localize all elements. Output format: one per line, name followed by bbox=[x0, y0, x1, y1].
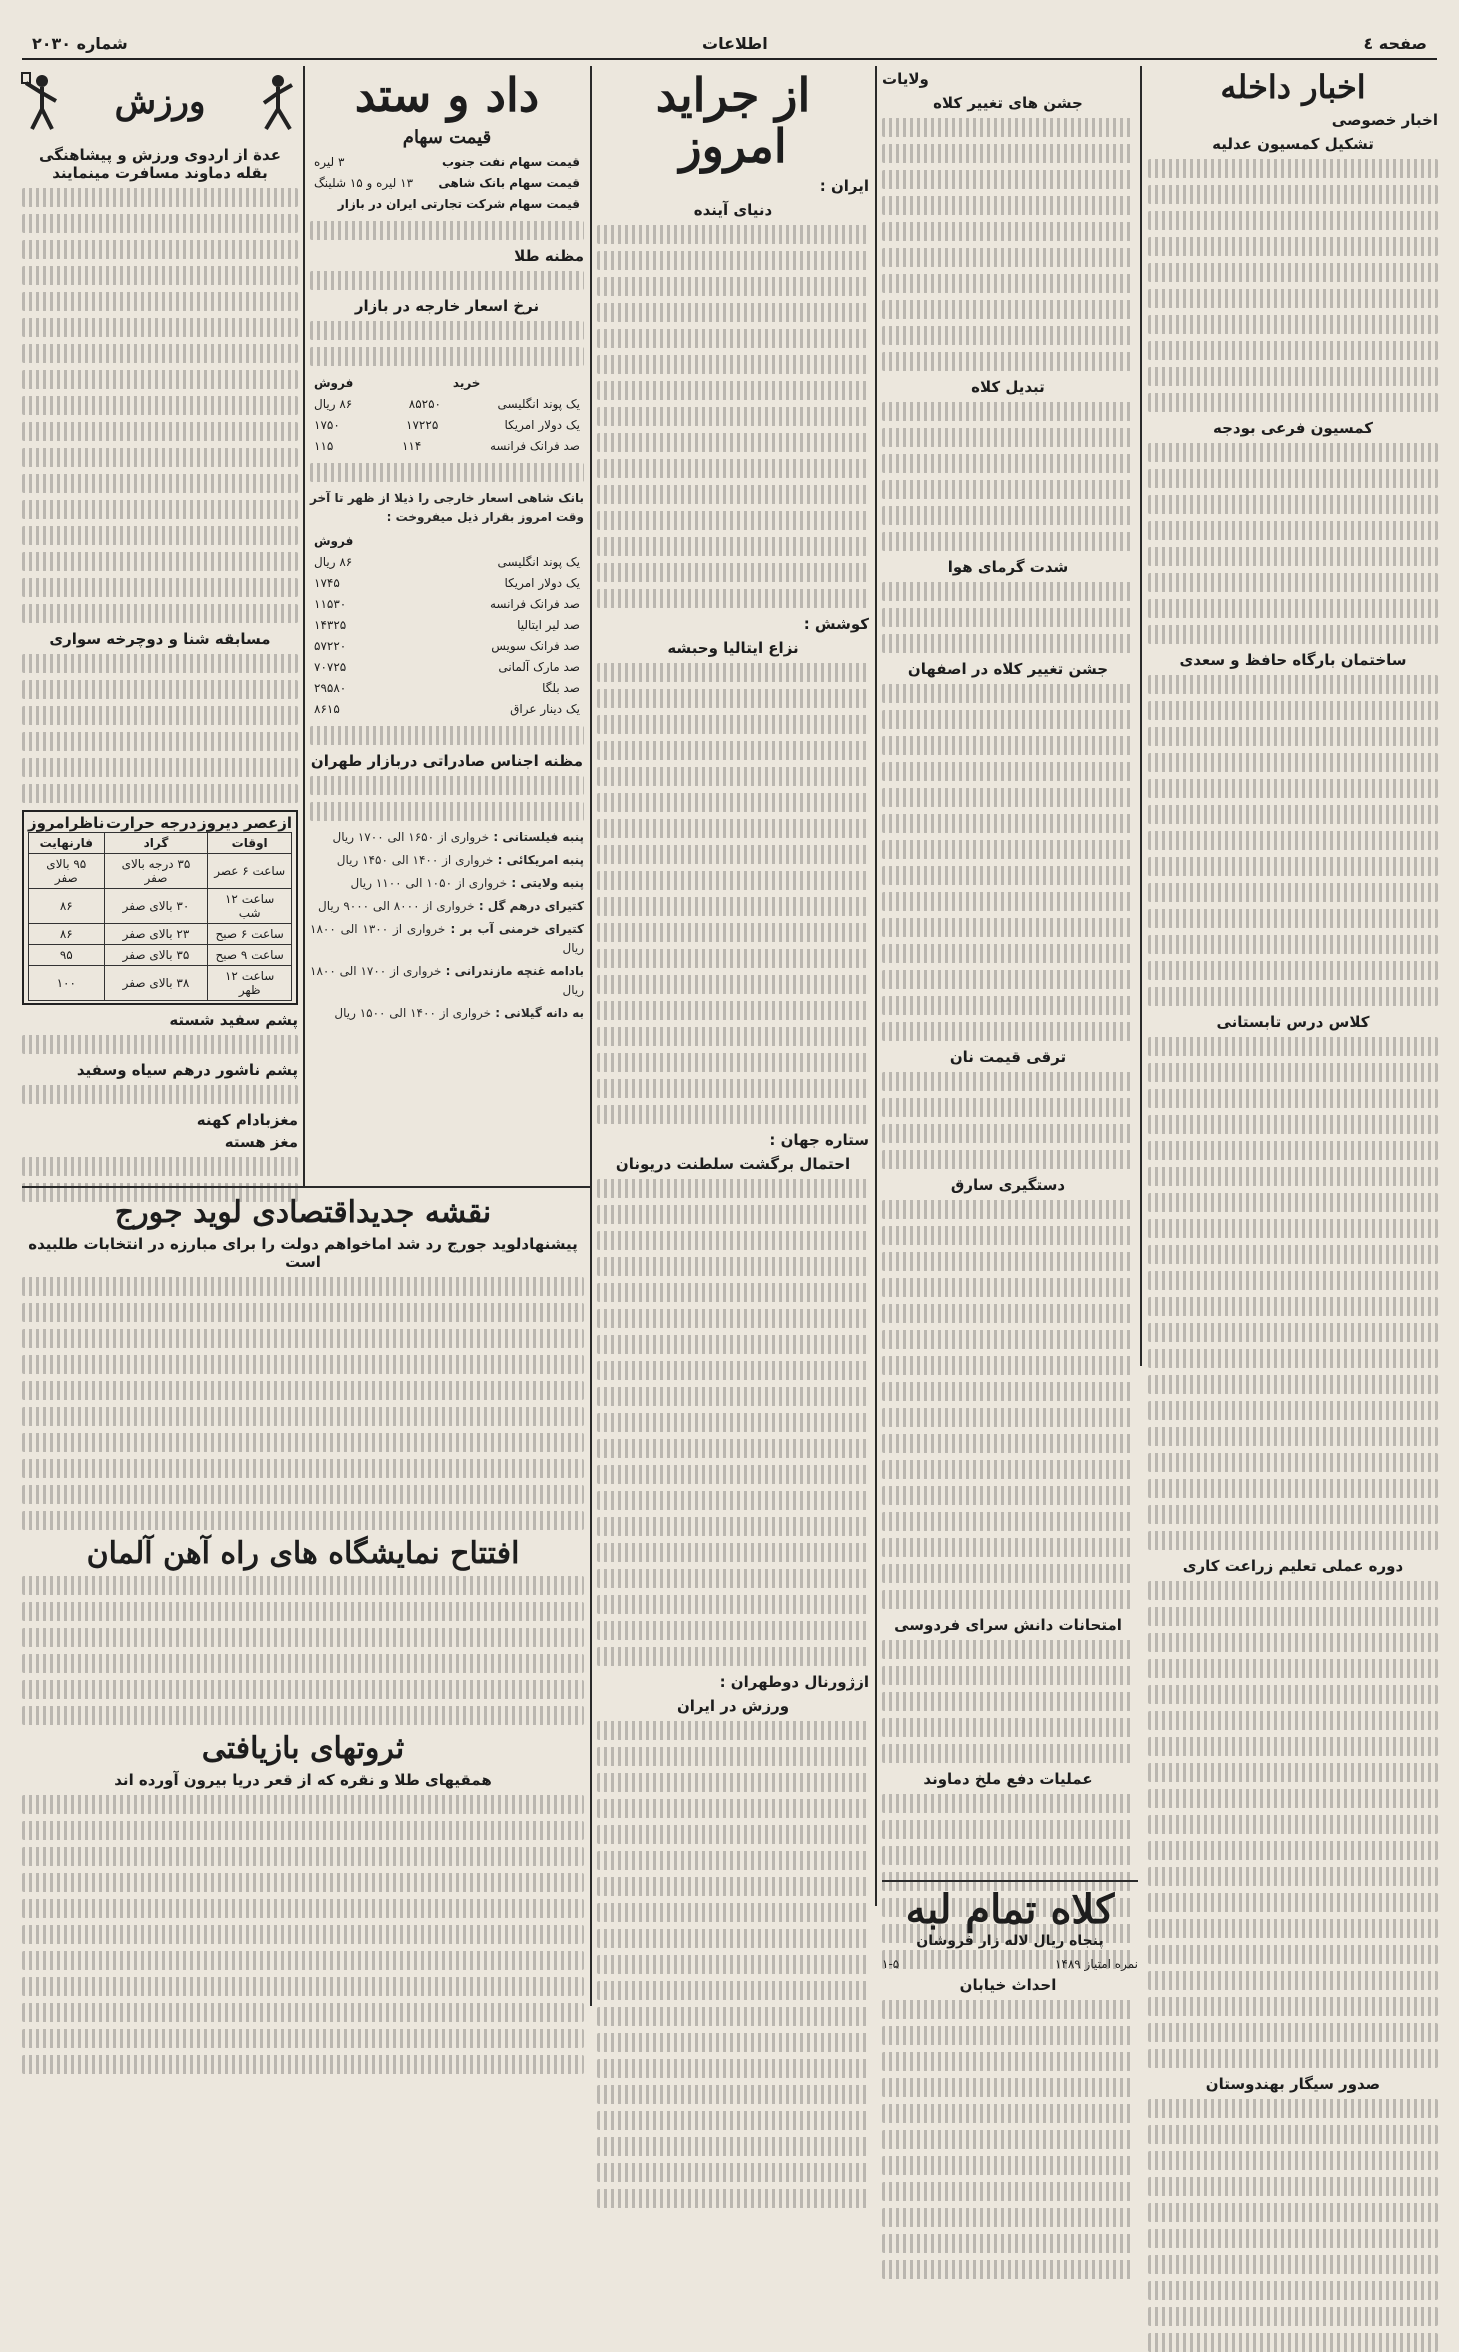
temp-header: اوقات bbox=[208, 833, 292, 854]
goods-title: مظنه اجناس صادراتی دربازار طهران bbox=[310, 751, 584, 770]
headline: عدة از اردوی ورزش و پیشاهنگی بقله دماوند مسافرت مینمایند bbox=[39, 146, 281, 182]
section-title: اخبار خصوصی bbox=[1331, 111, 1438, 130]
headline: ترقی قیمت نان bbox=[949, 1048, 1067, 1066]
temp-cell: ۳۵ بالای صفر bbox=[104, 945, 208, 966]
source-label: ازژورنال دوطهران : bbox=[719, 1673, 869, 1692]
headline: کلاس درس تابستانی bbox=[1216, 1013, 1370, 1032]
ad-sequence: ۱-۵ bbox=[882, 1957, 900, 1971]
headline: کمسیون فرعی بودجه bbox=[1212, 419, 1374, 438]
stock-row: قیمت سهام بانک شاهی ۱۳ لیره و ۱۵ شلینگ bbox=[314, 175, 580, 190]
rate-name: یک پوند انگلیسی bbox=[497, 554, 580, 569]
temp-cell: ۹۵ بالای صفر bbox=[29, 854, 105, 889]
goods-price: خرواری از ۱۴۰۰ الی ۱۵۰۰ ریال bbox=[334, 1005, 492, 1020]
rate-name: صد بلگا bbox=[542, 680, 580, 695]
source-label: ایران : bbox=[819, 177, 869, 196]
headline: احداث خیابان bbox=[959, 1976, 1057, 1994]
bank-rate-row bbox=[310, 573, 584, 594]
source-label: ستاره جهان : bbox=[769, 1131, 869, 1150]
headline: جشن تغییر کلاه در اصفهان bbox=[907, 660, 1109, 678]
column-rule bbox=[875, 66, 877, 1906]
column-rule bbox=[303, 66, 305, 1186]
source-label: کوشش : bbox=[803, 615, 869, 634]
temperature-table bbox=[28, 832, 292, 1001]
rate-value: ۷۰۷۲۵ bbox=[314, 659, 347, 674]
headline: تبدیل کلاه bbox=[971, 378, 1045, 396]
temp-cell: ساعت ۶ صبح bbox=[208, 924, 292, 945]
bank-rate-row bbox=[310, 678, 584, 699]
headline: ثروتهای بازیافتی bbox=[201, 1731, 405, 1766]
goods-name: پنبه فیلستانی : bbox=[489, 829, 584, 844]
goods-price: خرواری از ۱۰۵۰ الی ۱۱۰۰ ریال bbox=[350, 875, 508, 890]
stocks-title: قیمت سهام bbox=[402, 126, 492, 148]
headline: نقشه جدیداقتصادی لوید جورج bbox=[114, 1195, 492, 1230]
temp-cell: ساعت ۱۲ ظهر bbox=[208, 966, 292, 1001]
goods-name: پنبه ولایتی : bbox=[507, 875, 584, 890]
headline: ورزش در ایران bbox=[676, 1697, 790, 1716]
goods-name: به دانه گیلانی : bbox=[491, 1005, 584, 1020]
headline: امتحانات دانش سرای فردوسی bbox=[894, 1616, 1122, 1634]
goods-price: خرواری از ۱۷۰۰ الی ۱۸۰۰ ریال bbox=[310, 963, 584, 997]
headline: ساختمان بارگاه حافظ و سعدی bbox=[1179, 651, 1407, 670]
section-title: از جراید امروز bbox=[655, 68, 811, 173]
rate-name: صد فرانک سویس bbox=[491, 638, 580, 653]
runner-figure-icon bbox=[258, 73, 298, 133]
goods-item bbox=[310, 1004, 584, 1023]
market-item: مغزبادام کهنه bbox=[196, 1111, 298, 1129]
temp-cell: ساعت ۱۲ شب bbox=[208, 889, 292, 924]
rates-list bbox=[310, 394, 584, 457]
subheadline: پیشنهادلوید جورج رد شد اماخواهم دولت را برای مبارزه در انتخابات طلبیده است bbox=[28, 1235, 578, 1271]
rates-title: نرخ اسعار خارجه در بازار bbox=[354, 296, 540, 315]
goods-price: خرواری از ۸۰۰۰ الی ۹۰۰۰ ریال bbox=[318, 898, 475, 913]
headline: جشن های تغییر کلاه bbox=[933, 94, 1083, 112]
temp-cell: ۳۰ بالای صفر bbox=[104, 889, 208, 924]
ad-rule bbox=[882, 1880, 1138, 1882]
temp-row bbox=[29, 854, 292, 889]
section-rule bbox=[22, 1186, 590, 1188]
goods-item bbox=[310, 920, 584, 958]
rate-value: ۲۹۵۸۰ bbox=[314, 680, 347, 695]
rate-row bbox=[310, 415, 584, 436]
rate-value: ۱۷۴۵ bbox=[314, 575, 340, 590]
temp-cell: ۹۵ bbox=[29, 945, 105, 966]
goods-item bbox=[310, 897, 584, 916]
section-logo: اخبار داخله bbox=[1220, 68, 1366, 106]
temp-header: گراد bbox=[104, 833, 208, 854]
goods-item bbox=[310, 962, 584, 1000]
headline: نزاع ایتالیا وحبشه bbox=[667, 639, 799, 658]
paper-name: اطلاعات bbox=[702, 34, 768, 53]
ad-title: کلاه تمام لبه bbox=[905, 1886, 1115, 1933]
headline: عملیات دفع ملخ دماوند bbox=[923, 1770, 1093, 1788]
goods-name: کتیرای درهم گل : bbox=[474, 898, 584, 913]
column-rule bbox=[1140, 66, 1142, 1366]
goods-name: بادامه غنچه مازندرانی : bbox=[441, 963, 584, 978]
temp-cell: ۳۸ بالای صفر bbox=[104, 966, 208, 1001]
subheadline: همقیهای طلا و نقره که از قعر دریا بیرون آورده اند bbox=[114, 1771, 492, 1789]
headline: صدور سیگار بهندوستان bbox=[1205, 2075, 1381, 2094]
temp-cell: ۸۶ bbox=[29, 924, 105, 945]
headline: افتتاح نمایشگاه های راه آهن آلمان bbox=[86, 1536, 520, 1571]
market-item: مغز هسته bbox=[224, 1133, 298, 1151]
goods-item bbox=[310, 874, 584, 893]
temp-header: فارنهایت bbox=[29, 833, 105, 854]
rate-name: صد مارک آلمانی bbox=[498, 659, 580, 674]
headline: مسابقه شنا و دوچرخه سواری bbox=[49, 630, 271, 648]
tennis-player-figure-icon bbox=[22, 73, 62, 133]
bank-rate-row bbox=[310, 615, 584, 636]
rate-name: صد فرانک فرانسه bbox=[489, 438, 580, 453]
headline: تشکیل کمسیون عدلیه bbox=[1212, 135, 1374, 154]
rate-value: ۸۶۱۵ bbox=[314, 701, 340, 716]
rate-buy: ۸۵۲۵۰ bbox=[408, 396, 441, 411]
rate-value: ۱۴۳۲۵ bbox=[314, 617, 347, 632]
bank-rate-row bbox=[310, 552, 584, 573]
sport-banner bbox=[22, 66, 298, 140]
temp-row bbox=[29, 966, 292, 1001]
bank-rate-row bbox=[310, 636, 584, 657]
rate-name: یک دولار امریکا bbox=[504, 575, 580, 590]
rate-sell: ۸۶ ریال bbox=[314, 396, 353, 411]
temp-cell: ۱۰۰ bbox=[29, 966, 105, 1001]
temp-row bbox=[29, 889, 292, 924]
bottom-stories bbox=[22, 1192, 584, 1992]
headline: دنیای آینده bbox=[693, 201, 773, 220]
section-title: داد و ستد bbox=[354, 68, 540, 122]
rate-sell: ۱۱۵ bbox=[314, 438, 334, 453]
column-trade: داد و ستد قیمت سهام قیمت سهام نفت جنوب ۳ لیره قیمت سهام بانک شاهی ۱۳ لیره و ۱۵ شلینگ قیمت سهام شرکت تجارتی ایران در بازار مظنه طلا نرخ اسعار خارجه در بازار خرید فروش یک پوند انگلیسی ۸۵۲۵۰ ۸۶ ریال یک دولار امریکا ۱۷۲۲۵ ۱۷۵۰ صد فرانک فرانسه ۱۱۴ ۱۱۵ بانک شاهی اسعار خارجی را ذیلا از ظهر تا آخر وقت امروز بقرار ذیل میفروخت : فروش یک پوند انگلیسی ۸۶ ریال یک دولار امریکا ۱۷۴۵ صد فرانک فرانسه ۱۱۵۳۰ صد لیر ایتالیا ۱۴۳۲۵ صد فرانک سویس ۵۷۲۲۰ صد مارک آلمانی ۷۰۷۲۵ صد بلگا ۲۹۵۸۰ یک دینار عراق ۸۶۱۵ مظنه اجناس صادراتی دربازار طهران پنبه فیلستانی : خرواری از ۱۶۵۰ الی ۱۷۰۰ ریال پنبه امریکائی : خرواری از ۱۴۰۰ الی ۱۴۵۰ ریال پنبه ولایتی : خرواری از ۱۰۵۰ الی ۱۱۰۰ ریال کتیرای درهم گل : خرواری از ۸۰۰۰ الی ۹۰۰۰ ریال کتیرای خرمنی آب بر : خرواری از ۱۳۰۰ الی ۱۸۰۰ ریال بادامه غنچه مازندرانی : خرواری از ۱۷۰۰ الی ۱۸۰۰ ریال به دانه گیلانی : خرواری از ۱۴۰۰ الی ۱۵۰۰ ریال bbox=[310, 66, 584, 1186]
temperature-box: ازعصر دیروز درجه حرارت ناظرامروز اوقات گراد فارنهایت ساعت ۶ عصر ۳۵ درجه بالای صفر ۹۵ بالای صفر ساعت ۱۲ شب ۳۰ بالای صفر ۸۶ ساعت ۶ صبح ۲۳ بالای صفر ۸۶ ساعت ۹ صبح ۳۵ بالای صفر ۹۵ ساعت ۱۲ ظهر ۳۸ بالای صفر ۱۰۰ bbox=[22, 810, 298, 1005]
advertisement bbox=[882, 1886, 1138, 2026]
rate-value: ۸۶ ریال bbox=[314, 554, 353, 569]
bank-rate-row bbox=[310, 699, 584, 720]
goods-price: خرواری از ۱۳۰۰ الی ۱۸۰۰ ریال bbox=[310, 921, 584, 955]
temp-row bbox=[29, 945, 292, 966]
issue-number: شماره ۲۰۳۰ bbox=[32, 34, 128, 53]
goods-item bbox=[310, 851, 584, 870]
bank-rates-list bbox=[310, 552, 584, 720]
rate-value: ۱۱۵۳۰ bbox=[314, 596, 347, 611]
column-internal-news bbox=[1148, 66, 1438, 2094]
market-item: پشم سفید شسته bbox=[169, 1011, 298, 1029]
temp-cell: ۲۳ بالای صفر bbox=[104, 924, 208, 945]
section-title: ولایات bbox=[882, 70, 929, 88]
goods-name: کتیرای خرمنی آب بر : bbox=[445, 921, 585, 936]
rates-header: خرید فروش bbox=[314, 375, 481, 390]
goods-price: خرواری از ۱۴۰۰ الی ۱۴۵۰ ریال bbox=[336, 852, 494, 867]
rate-sell: ۱۷۵۰ bbox=[314, 417, 340, 432]
rate-buy: ۱۱۴ bbox=[401, 438, 422, 453]
column-rule bbox=[590, 66, 592, 2006]
bank-rates-title: بانک شاهی اسعار خارجی را ذیلا از ظهر تا آخر وقت امروز بقرار ذیل میفروخت : bbox=[310, 490, 584, 524]
rate-row bbox=[310, 436, 584, 457]
temp-cell: ۸۶ bbox=[29, 889, 105, 924]
rate-row bbox=[310, 394, 584, 415]
headline: دستگیری سارق bbox=[950, 1176, 1066, 1194]
ad-permit-number: نمره امتیاز ۱۴۸۹ bbox=[1054, 1957, 1138, 1971]
stock-row: قیمت سهام شرکت تجارتی ایران در بازار bbox=[337, 196, 580, 211]
page-label: صفحه ٤ bbox=[1363, 34, 1427, 53]
temp-cell: ساعت ۹ صبح bbox=[208, 945, 292, 966]
rate-name: صد لیر ایتالیا bbox=[517, 617, 580, 632]
bank-rate-row bbox=[310, 594, 584, 615]
headline: شدت گرمای هوا bbox=[947, 558, 1069, 576]
bank-rate-row bbox=[310, 657, 584, 678]
section-title: ورزش bbox=[114, 82, 206, 123]
temp-cell: ۳۵ درجه بالای صفر bbox=[104, 854, 208, 889]
rate-buy: ۱۷۲۲۵ bbox=[406, 417, 439, 432]
stock-row: قیمت سهام نفت جنوب ۳ لیره bbox=[314, 154, 580, 169]
column-press bbox=[597, 66, 869, 2006]
goods-list bbox=[310, 828, 584, 1023]
market-item: پشم ناشور درهم سیاه وسفید bbox=[76, 1061, 298, 1079]
headline: دوره عملی تعلیم زراعت کاری bbox=[1182, 1557, 1404, 1576]
rate-name: یک پوند انگلیسی bbox=[497, 396, 580, 411]
rate-value: ۵۷۲۲۰ bbox=[314, 638, 347, 653]
rate-name: صد فرانک فرانسه bbox=[489, 596, 580, 611]
rate-name: یک دولار امریکا bbox=[504, 417, 580, 432]
goods-name: پنبه امریکائی : bbox=[493, 852, 584, 867]
goods-item bbox=[310, 828, 584, 847]
rate-name: یک دینار عراق bbox=[510, 701, 580, 716]
temp-cell: ساعت ۶ عصر bbox=[208, 854, 292, 889]
masthead bbox=[22, 30, 1437, 60]
goods-price: خرواری از ۱۶۵۰ الی ۱۷۰۰ ریال bbox=[332, 829, 490, 844]
ad-price: پنجاه ریال لاله زار فروشان bbox=[916, 1933, 1104, 1949]
gold-price-title: مظنه طلا bbox=[514, 246, 584, 265]
temp-row bbox=[29, 924, 292, 945]
headline: احتمال برگشت سلطنت دریونان bbox=[615, 1155, 851, 1174]
column-sport bbox=[22, 66, 298, 1186]
